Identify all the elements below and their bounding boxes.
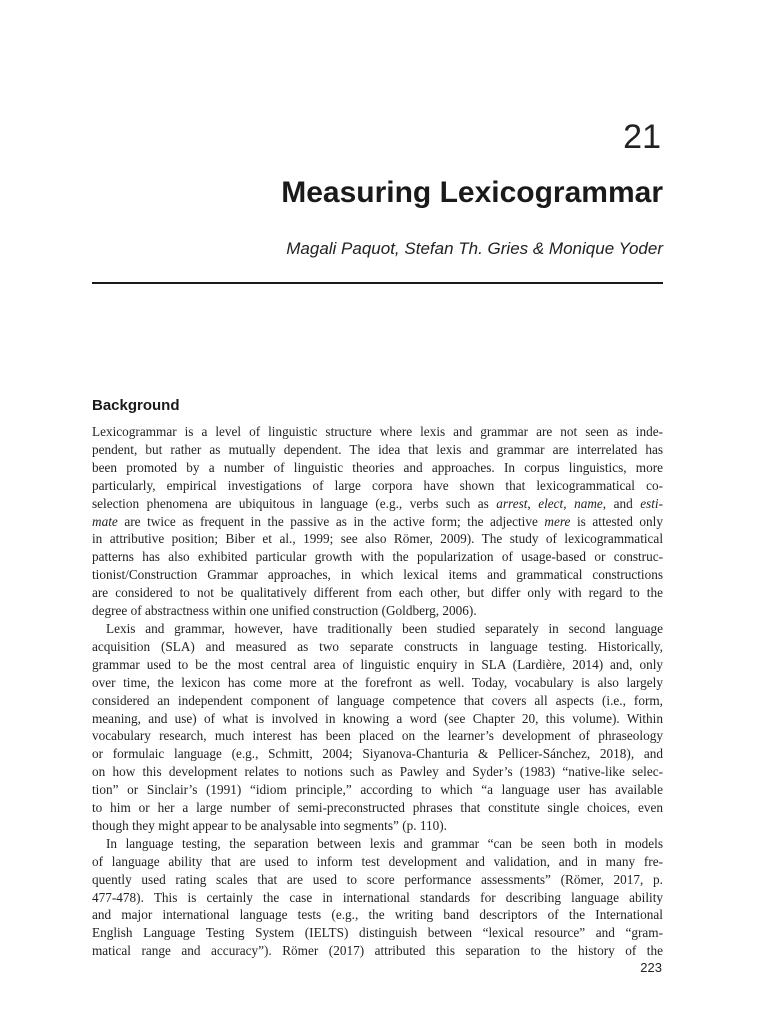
text-segment: acquisition (SLA) and measured as two separate constructs in language testing. Historically, xyxy=(92,638,663,654)
text-line xyxy=(92,513,663,531)
text-segment: on how this development relates to notions such as Pawley and Syder’s (1983) “native-like selec- xyxy=(92,764,663,780)
text-segment: degree of abstractness within one unified construction (Goldberg, 2006). xyxy=(92,603,477,619)
text-segment: , xyxy=(563,495,575,511)
text-segment: grammar used to be the most central area of linguistic enquiry in SLA (Lardière, 2014) and, only xyxy=(92,656,663,672)
text-line xyxy=(92,781,663,799)
text-line xyxy=(92,817,663,835)
title-divider xyxy=(92,282,663,284)
text-segment: vocabulary research, much interest has been placed on the learner’s development of phraseology xyxy=(92,728,663,744)
text-segment: in attributive position; Biber et al., 1999; see also Römer, 2009). The study of lexicogrammatical xyxy=(92,531,663,547)
text-segment: and major international language tests (e.g., the writing band descriptors of the International xyxy=(92,907,663,923)
text-segment: considered an independent component of language competence that covers all aspects (i.e., form, xyxy=(92,692,663,708)
text-segment: tion” or Sinclair’s (1991) “idiom principle,” according to which “a language user has available xyxy=(92,782,663,798)
italic-term: elect xyxy=(538,495,564,511)
text-line xyxy=(92,710,663,728)
text-segment: 477-478). This is certainly the case in international standards for describing language ability xyxy=(92,889,663,905)
text-line xyxy=(92,602,663,620)
italic-term: esti- xyxy=(640,495,664,511)
text-line xyxy=(92,942,663,960)
text-segment: selection phenomena are ubiquitous in language (e.g., verbs such as xyxy=(92,495,497,511)
text-line xyxy=(92,763,663,781)
text-segment: quently used rating scales that are used to score performance assessments” (Römer, 2017, p. xyxy=(92,871,663,887)
text-line xyxy=(92,889,663,907)
text-line xyxy=(92,477,663,495)
text-line xyxy=(92,441,663,459)
text-line xyxy=(92,745,663,763)
text-segment: been promoted by a number of linguistic theories and approaches. In corpus linguistics, more xyxy=(92,459,663,475)
text-segment: is attested only xyxy=(570,513,663,529)
text-line xyxy=(92,906,663,924)
text-segment: , and xyxy=(602,495,641,511)
text-line xyxy=(92,638,663,656)
text-line xyxy=(92,495,663,513)
text-segment: are twice as frequent in the passive as in the active form; the adjective xyxy=(117,513,545,529)
text-line xyxy=(92,924,663,942)
text-segment: matical range and accuracy”). Römer (2017) attributed this separation to the history of the xyxy=(92,943,663,959)
text-line xyxy=(92,656,663,674)
text-line xyxy=(92,566,663,584)
chapter-authors: Magali Paquot, Stefan Th. Gries & Monique Yoder xyxy=(286,239,663,258)
text-line xyxy=(92,692,663,710)
text-segment: pendent, but rather as mutually dependent. The idea that lexis and grammar are interrelated has xyxy=(92,441,663,457)
text-segment: Lexis and grammar, however, have traditionally been studied separately in second language xyxy=(106,620,663,636)
text-line xyxy=(92,620,663,638)
text-segment: particularly, empirical investigations of large corpora have shown that lexicogrammatical co- xyxy=(92,477,663,493)
text-line xyxy=(92,674,663,692)
text-segment: though they might appear to be analysable into segments” (p. 110). xyxy=(92,817,447,833)
text-segment: tionist/Construction Grammar approaches, in which lexical items and grammatical constructions xyxy=(92,567,663,583)
text-segment: or formulaic language (e.g., Schmitt, 2004; Siyanova-Chanturia & Pellicer-Sánchez, 2018), and xyxy=(92,746,663,762)
section-heading: Background xyxy=(92,397,180,414)
text-segment: to him or her a large number of semi-preconstructed phrases that constitute single choices, even xyxy=(92,800,663,816)
text-segment: English Language Testing System (IELTS) distinguish between “lexical resource” and “gram- xyxy=(92,925,663,941)
italic-term: name xyxy=(574,495,603,511)
italic-term: mate xyxy=(92,513,118,529)
text-line xyxy=(92,835,663,853)
text-segment: meaning, and use) of what is involved in knowing a word (see Chapter 20, this volume). Within xyxy=(92,710,663,726)
text-line xyxy=(92,871,663,889)
text-segment: of language ability that are used to inform test development and validation, and in many fre- xyxy=(92,853,663,869)
chapter-title: Measuring Lexicogrammar xyxy=(281,176,663,209)
text-segment: , xyxy=(527,495,539,511)
text-segment: Lexicogrammar is a level of linguistic structure where lexis and grammar are not seen as inde- xyxy=(92,424,663,439)
text-line xyxy=(92,459,663,477)
page-number: 223 xyxy=(640,960,662,975)
italic-term: arrest xyxy=(496,495,528,511)
text-line xyxy=(92,799,663,817)
text-line xyxy=(92,548,663,566)
body-text xyxy=(92,423,663,960)
text-segment: In language testing, the separation between lexis and grammar “can be seen both in models xyxy=(106,835,663,851)
italic-term: mere xyxy=(544,513,571,529)
text-line xyxy=(92,423,663,441)
chapter-number: 21 xyxy=(623,118,661,156)
text-segment: patterns has also exhibited particular growth with the popularization of usage-based or construc- xyxy=(92,549,663,565)
text-line xyxy=(92,530,663,548)
text-segment: over time, the lexicon has come more at the forefront as well. Today, vocabulary is also largely xyxy=(92,674,663,690)
text-line xyxy=(92,727,663,745)
text-segment: are considered to not be qualitatively different from each other, but differ only with regard to the xyxy=(92,585,663,601)
text-line xyxy=(92,584,663,602)
text-line xyxy=(92,853,663,871)
